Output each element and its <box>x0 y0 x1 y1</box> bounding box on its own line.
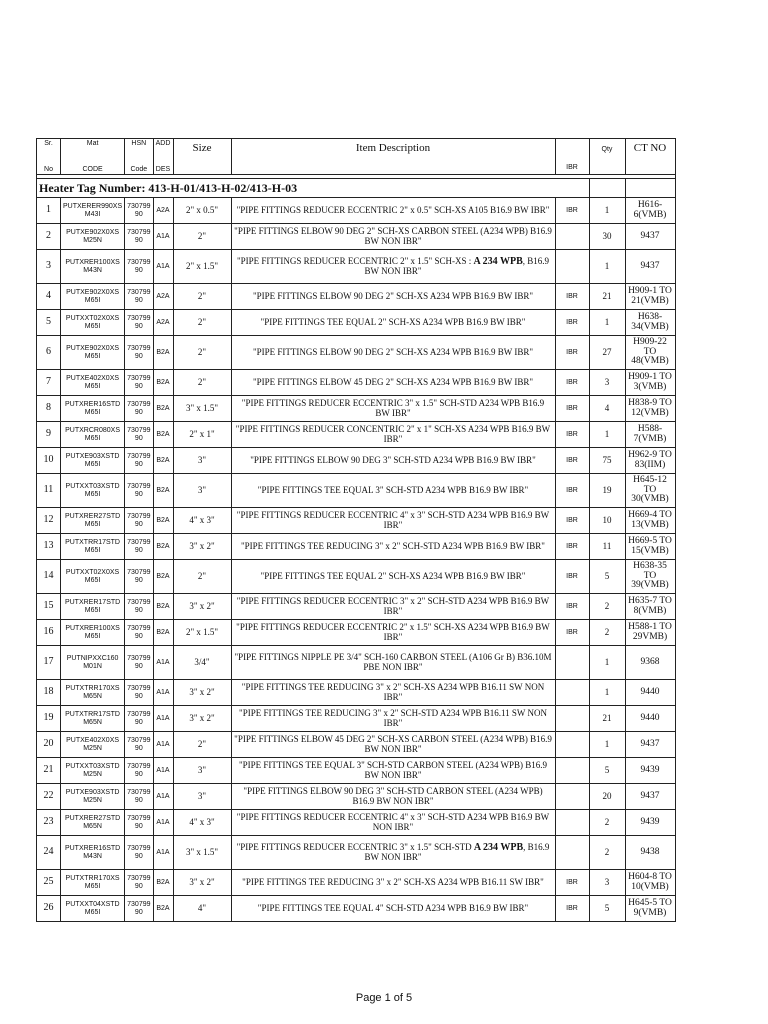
row-add-des: B2A <box>153 474 173 508</box>
row-ibr: IBR <box>555 508 589 534</box>
row-ibr: IBR <box>555 870 589 896</box>
row-sr-no: 22 <box>37 784 61 810</box>
row-add-des: B2A <box>153 448 173 474</box>
row-add-des: A2A <box>153 310 173 336</box>
row-sr-no: 16 <box>37 620 61 646</box>
row-item-description: "PIPE FITTINGS REDUCER ECCENTRIC 2" x 1.5" SCH-XS A234 WPB B16.9 BW IBR" <box>231 620 555 646</box>
row-sr-no: 3 <box>37 250 61 284</box>
row-add-des: B2A <box>153 594 173 620</box>
row-qty: 2 <box>589 810 625 836</box>
row-sr-no: 8 <box>37 396 61 422</box>
row-qty: 1 <box>589 646 625 680</box>
row-hsn-code: 730799 90 <box>125 198 153 224</box>
row-add-des: B2A <box>153 336 173 370</box>
row-size: 4" x 3" <box>173 508 231 534</box>
row-add-des: B2A <box>153 870 173 896</box>
row-sr-no: 1 <box>37 198 61 224</box>
row-qty: 1 <box>589 198 625 224</box>
row-add-des: A1A <box>153 758 173 784</box>
table-row <box>37 224 676 250</box>
row-hsn-code: 730799 90 <box>125 836 153 870</box>
row-add-des: A1A <box>153 706 173 732</box>
row-item-description: "PIPE FITTINGS REDUCER ECCENTRIC 3" x 1.5" SCH-STD A234 WPB B16.9 BW IBR" <box>231 396 555 422</box>
row-hsn-code: 730799 90 <box>125 896 153 922</box>
row-sr-no: 26 <box>37 896 61 922</box>
row-mat-code: PUTXRER27STD M65N <box>61 810 125 836</box>
header-size: Size <box>173 139 231 175</box>
row-sr-no: 13 <box>37 534 61 560</box>
row-hsn-code: 730799 90 <box>125 594 153 620</box>
row-hsn-code: 730799 90 <box>125 422 153 448</box>
row-ct-no: H909-1 TO 3(VMB) <box>625 370 675 396</box>
row-mat-code: PUTXE902X0XS M25N <box>61 224 125 250</box>
page-footer: Page 1 of 5 <box>355 992 413 1004</box>
row-sr-no: 7 <box>37 370 61 396</box>
row-size: 2" <box>173 224 231 250</box>
table-row <box>37 870 676 896</box>
row-qty: 1 <box>589 310 625 336</box>
row-ct-no: 9438 <box>625 836 675 870</box>
row-ct-no: H669-5 TO 15(VMB) <box>625 534 675 560</box>
row-ct-no: H645-5 TO 9(VMB) <box>625 896 675 922</box>
table-row <box>37 680 676 706</box>
row-item-description: "PIPE FITTINGS REDUCER ECCENTRIC 2" x 1.5" SCH-XS : A 234 WPB, B16.9 BW NON IBR" <box>231 250 555 284</box>
row-add-des: B2A <box>153 560 173 594</box>
row-item-description: "PIPE FITTINGS TEE EQUAL 3" SCH-STD A234 WPB B16.9 BW IBR" <box>231 474 555 508</box>
row-ibr <box>555 732 589 758</box>
row-ibr <box>555 758 589 784</box>
row-mat-code: PUTXRCR080XS M65I <box>61 422 125 448</box>
row-size: 2" <box>173 370 231 396</box>
row-mat-code: PUTXE903XSTD M65I <box>61 448 125 474</box>
table-row <box>37 508 676 534</box>
row-size: 2" <box>173 560 231 594</box>
row-ibr: IBR <box>555 474 589 508</box>
row-item-description: "PIPE FITTINGS REDUCER CONCENTRIC 2" x 1" SCH-XS A234 WPB B16.9 BW IBR" <box>231 422 555 448</box>
row-ibr <box>555 836 589 870</box>
row-qty: 2 <box>589 620 625 646</box>
row-add-des: A2A <box>153 284 173 310</box>
table-row <box>37 198 676 224</box>
header-qty: Qty <box>589 139 625 175</box>
row-item-description: "PIPE FITTINGS NIPPLE PE 3/4" SCH-160 CARBON STEEL (A106 Gr B) B36.10M PBE NON IBR" <box>231 646 555 680</box>
row-sr-no: 18 <box>37 680 61 706</box>
row-sr-no: 20 <box>37 732 61 758</box>
row-qty: 21 <box>589 706 625 732</box>
row-hsn-code: 730799 90 <box>125 448 153 474</box>
row-ibr <box>555 680 589 706</box>
header-mat-code: Mat CODE <box>61 139 125 175</box>
row-size: 3" <box>173 784 231 810</box>
row-size: 2" x 0.5" <box>173 198 231 224</box>
row-mat-code: PUTXXT04XSTD M65I <box>61 896 125 922</box>
row-ibr <box>555 224 589 250</box>
row-sr-no: 14 <box>37 560 61 594</box>
table-row <box>37 534 676 560</box>
row-size: 3" x 2" <box>173 706 231 732</box>
row-size: 3" x 1.5" <box>173 396 231 422</box>
row-size: 3/4" <box>173 646 231 680</box>
row-add-des: B2A <box>153 396 173 422</box>
row-item-description: "PIPE FITTINGS REDUCER ECCENTRIC 2" x 0.5" SCH-XS A105 B16.9 BW IBR" <box>231 198 555 224</box>
row-qty: 2 <box>589 836 625 870</box>
row-qty: 27 <box>589 336 625 370</box>
row-mat-code: PUTXTRR170XS M65N <box>61 680 125 706</box>
row-size: 3" <box>173 448 231 474</box>
row-add-des: A1A <box>153 250 173 284</box>
row-item-description: "PIPE FITTINGS ELBOW 90 DEG 3" SCH-STD CARBON STEEL (A234 WPB) B16.9 BW NON IBR" <box>231 784 555 810</box>
row-item-description: "PIPE FITTINGS TEE EQUAL 2" SCH-XS A234 WPB B16.9 BW IBR" <box>231 560 555 594</box>
row-ibr <box>555 646 589 680</box>
row-item-description: "PIPE FITTINGS ELBOW 45 DEG 2" SCH-XS A234 WPB B16.9 BW IBR" <box>231 370 555 396</box>
row-item-description: "PIPE FITTINGS ELBOW 45 DEG 2" SCH-XS CARBON STEEL (A234 WPB) B16.9 BW NON IBR" <box>231 732 555 758</box>
row-size: 2" <box>173 336 231 370</box>
header-add-des: ADD DES <box>153 139 173 175</box>
row-qty: 2 <box>589 594 625 620</box>
row-add-des: A1A <box>153 680 173 706</box>
row-qty: 5 <box>589 896 625 922</box>
row-size: 3" x 2" <box>173 534 231 560</box>
row-qty: 4 <box>589 396 625 422</box>
row-item-description: "PIPE FITTINGS ELBOW 90 DEG 3" SCH-STD A234 WPB B16.9 BW IBR" <box>231 448 555 474</box>
row-item-description: "PIPE FITTINGS TEE REDUCING 3" x 2" SCH-STD A234 WPB B16.9 BW IBR" <box>231 534 555 560</box>
table-row <box>37 706 676 732</box>
header-ct-no: CT NO <box>625 139 675 175</box>
row-item-description: "PIPE FITTINGS TEE REDUCING 3" x 2" SCH-STD A234 WPB B16.11 SW NON IBR" <box>231 706 555 732</box>
row-ct-no: H588-1 TO 29VMB) <box>625 620 675 646</box>
row-hsn-code: 730799 90 <box>125 224 153 250</box>
row-ct-no: H638-35 TO 39(VMB) <box>625 560 675 594</box>
row-add-des: A2A <box>153 198 173 224</box>
row-item-description: "PIPE FITTINGS REDUCER ECCENTRIC 4" x 3" SCH-STD A234 WPB B16.9 BW IBR" <box>231 508 555 534</box>
row-mat-code: PUTXE402X0XS M25N <box>61 732 125 758</box>
row-hsn-code: 730799 90 <box>125 474 153 508</box>
table-row <box>37 396 676 422</box>
row-qty: 5 <box>589 560 625 594</box>
row-hsn-code: 730799 90 <box>125 284 153 310</box>
row-mat-code: PUTXE903XSTD M25N <box>61 784 125 810</box>
row-hsn-code: 730799 90 <box>125 250 153 284</box>
row-qty: 3 <box>589 370 625 396</box>
row-ibr: IBR <box>555 198 589 224</box>
row-mat-code: PUTXE402X0XS M65I <box>61 370 125 396</box>
row-ct-no: H669-4 TO 13(VMB) <box>625 508 675 534</box>
row-mat-code: PUTXXT02X0XS M65I <box>61 560 125 594</box>
row-ibr <box>555 810 589 836</box>
row-item-description: "PIPE FITTINGS REDUCER ECCENTRIC 3" x 2" SCH-STD A234 WPB B16.9 BW IBR" <box>231 594 555 620</box>
row-ibr <box>555 706 589 732</box>
row-size: 4" x 3" <box>173 810 231 836</box>
row-ibr: IBR <box>555 534 589 560</box>
row-ct-no: 9440 <box>625 680 675 706</box>
row-hsn-code: 730799 90 <box>125 370 153 396</box>
row-mat-code: PUTXRER27STD M65I <box>61 508 125 534</box>
header-hsn-code: HSN Code <box>125 139 153 175</box>
row-ct-no: H838-9 TO 12(VMB) <box>625 396 675 422</box>
row-ct-no: 9437 <box>625 250 675 284</box>
row-ct-no: 9440 <box>625 706 675 732</box>
row-add-des: B2A <box>153 534 173 560</box>
row-sr-no: 19 <box>37 706 61 732</box>
row-mat-code: PUTXXT03XSTD M25N <box>61 758 125 784</box>
row-mat-code: PUTXE902X0XS M65I <box>61 284 125 310</box>
header-ibr: IBR <box>555 139 589 175</box>
row-sr-no: 15 <box>37 594 61 620</box>
row-sr-no: 4 <box>37 284 61 310</box>
row-add-des: B2A <box>153 508 173 534</box>
row-item-description: "PIPE FITTINGS ELBOW 90 DEG 2" SCH-XS A234 WPB B16.9 BW IBR" <box>231 284 555 310</box>
row-hsn-code: 730799 90 <box>125 396 153 422</box>
row-ct-no: H909-1 TO 21(VMB) <box>625 284 675 310</box>
row-mat-code: PUTNIPXXC160 M01N <box>61 646 125 680</box>
row-ibr <box>555 250 589 284</box>
row-size: 3" <box>173 758 231 784</box>
row-ibr: IBR <box>555 594 589 620</box>
table-header-row <box>37 139 676 175</box>
row-hsn-code: 730799 90 <box>125 508 153 534</box>
row-qty: 10 <box>589 508 625 534</box>
row-mat-code: PUTXTRR17STD M65I <box>61 534 125 560</box>
row-item-description: "PIPE FITTINGS REDUCER ECCENTRIC 3" x 1.5" SCH-STD A 234 WPB, B16.9 BW NON IBR" <box>231 836 555 870</box>
row-ct-no: H616-6(VMB) <box>625 198 675 224</box>
table-row <box>37 250 676 284</box>
row-hsn-code: 730799 90 <box>125 706 153 732</box>
row-hsn-code: 730799 90 <box>125 758 153 784</box>
item-table <box>36 138 676 922</box>
table-row <box>37 732 676 758</box>
row-hsn-code: 730799 90 <box>125 810 153 836</box>
table-row <box>37 784 676 810</box>
row-add-des: A1A <box>153 810 173 836</box>
row-sr-no: 11 <box>37 474 61 508</box>
row-ct-no: 9437 <box>625 784 675 810</box>
row-ibr: IBR <box>555 396 589 422</box>
row-qty: 1 <box>589 732 625 758</box>
row-hsn-code: 730799 90 <box>125 560 153 594</box>
row-ibr <box>555 784 589 810</box>
row-mat-code: PUTXTRR170XS M65I <box>61 870 125 896</box>
table-row <box>37 448 676 474</box>
row-qty: 21 <box>589 284 625 310</box>
row-hsn-code: 730799 90 <box>125 680 153 706</box>
row-qty: 1 <box>589 422 625 448</box>
row-item-description: "PIPE FITTINGS TEE EQUAL 4" SCH-STD A234 WPB B16.9 BW IBR" <box>231 896 555 922</box>
row-ct-no: H909-22 TO 48(VMB) <box>625 336 675 370</box>
row-size: 4" <box>173 896 231 922</box>
row-qty: 5 <box>589 758 625 784</box>
row-size: 2" <box>173 310 231 336</box>
header-sr: Sr. No <box>37 139 61 175</box>
row-sr-no: 21 <box>37 758 61 784</box>
row-mat-code: PUTXERER990XS M43I <box>61 198 125 224</box>
row-add-des: B2A <box>153 620 173 646</box>
table-row <box>37 310 676 336</box>
row-hsn-code: 730799 90 <box>125 620 153 646</box>
row-ct-no: 9439 <box>625 810 675 836</box>
row-mat-code: PUTXRER17STD M65I <box>61 594 125 620</box>
row-size: 3" x 2" <box>173 594 231 620</box>
row-item-description: "PIPE FITTINGS ELBOW 90 DEG 2" SCH-XS CARBON STEEL (A234 WPB) B16.9 BW NON IBR" <box>231 224 555 250</box>
row-hsn-code: 730799 90 <box>125 646 153 680</box>
table-row <box>37 620 676 646</box>
row-sr-no: 6 <box>37 336 61 370</box>
row-ct-no: H604-8 TO 10(VMB) <box>625 870 675 896</box>
row-size: 3" <box>173 474 231 508</box>
row-ct-no: 9437 <box>625 224 675 250</box>
row-qty: 30 <box>589 224 625 250</box>
row-ibr: IBR <box>555 620 589 646</box>
row-ibr: IBR <box>555 370 589 396</box>
row-ct-no: 9439 <box>625 758 675 784</box>
table-row <box>37 836 676 870</box>
row-size: 3" x 2" <box>173 680 231 706</box>
row-ibr: IBR <box>555 560 589 594</box>
table-row <box>37 370 676 396</box>
row-sr-no: 10 <box>37 448 61 474</box>
row-add-des: A1A <box>153 224 173 250</box>
row-mat-code: PUTXXT02X0XS M65I <box>61 310 125 336</box>
table-row <box>37 810 676 836</box>
row-ct-no: H645-12 TO 30(VMB) <box>625 474 675 508</box>
row-qty: 20 <box>589 784 625 810</box>
row-add-des: B2A <box>153 370 173 396</box>
row-ibr: IBR <box>555 336 589 370</box>
row-sr-no: 5 <box>37 310 61 336</box>
row-mat-code: PUTXRER16STD M65I <box>61 396 125 422</box>
row-item-description: "PIPE FITTINGS REDUCER ECCENTRIC 4" x 3" SCH-STD A234 WPB B16.9 BW NON IBR" <box>231 810 555 836</box>
row-size: 3" x 2" <box>173 870 231 896</box>
row-sr-no: 2 <box>37 224 61 250</box>
row-size: 2" x 1.5" <box>173 250 231 284</box>
row-qty: 1 <box>589 250 625 284</box>
table-row <box>37 336 676 370</box>
table-row <box>37 758 676 784</box>
row-size: 2" <box>173 732 231 758</box>
heater-tag-title: Heater Tag Number: 413-H-01/413-H-02/413-H-03 <box>37 179 590 198</box>
row-size: 2" x 1.5" <box>173 620 231 646</box>
row-hsn-code: 730799 90 <box>125 336 153 370</box>
row-add-des: A1A <box>153 836 173 870</box>
row-item-description: "PIPE FITTINGS TEE EQUAL 3" SCH-STD CARBON STEEL (A234 WPB) B16.9 BW NON IBR" <box>231 758 555 784</box>
heater-tag-row <box>37 179 676 198</box>
row-ibr: IBR <box>555 310 589 336</box>
row-ibr: IBR <box>555 284 589 310</box>
row-qty: 11 <box>589 534 625 560</box>
row-qty: 19 <box>589 474 625 508</box>
table-row <box>37 594 676 620</box>
row-hsn-code: 730799 90 <box>125 310 153 336</box>
table-row <box>37 896 676 922</box>
row-size: 3" x 1.5" <box>173 836 231 870</box>
row-ct-no: H962-9 TO 83(IIM) <box>625 448 675 474</box>
row-ibr: IBR <box>555 448 589 474</box>
table-row <box>37 646 676 680</box>
table-row <box>37 422 676 448</box>
row-qty: 75 <box>589 448 625 474</box>
row-add-des: B2A <box>153 422 173 448</box>
row-hsn-code: 730799 90 <box>125 870 153 896</box>
row-sr-no: 9 <box>37 422 61 448</box>
row-item-description: "PIPE FITTINGS TEE REDUCING 3" x 2" SCH-XS A234 WPB B16.11 SW IBR" <box>231 870 555 896</box>
row-add-des: A1A <box>153 646 173 680</box>
row-item-description: "PIPE FITTINGS ELBOW 90 DEG 2" SCH-XS A234 WPB B16.9 BW IBR" <box>231 336 555 370</box>
row-mat-code: PUTXE902X0XS M65I <box>61 336 125 370</box>
row-sr-no: 25 <box>37 870 61 896</box>
header-item-description: Item Description <box>231 139 555 175</box>
row-sr-no: 12 <box>37 508 61 534</box>
row-add-des: B2A <box>153 896 173 922</box>
row-ibr: IBR <box>555 422 589 448</box>
row-mat-code: PUTXTRR17STD M65N <box>61 706 125 732</box>
table-row <box>37 474 676 508</box>
row-ct-no: H588-7(VMB) <box>625 422 675 448</box>
row-mat-code: PUTXRER100XS M65I <box>61 620 125 646</box>
row-sr-no: 17 <box>37 646 61 680</box>
row-hsn-code: 730799 90 <box>125 732 153 758</box>
row-ct-no: H638-34(VMB) <box>625 310 675 336</box>
row-hsn-code: 730799 90 <box>125 534 153 560</box>
row-qty: 1 <box>589 680 625 706</box>
row-size: 2" x 1" <box>173 422 231 448</box>
row-ct-no: 9437 <box>625 732 675 758</box>
row-qty: 3 <box>589 870 625 896</box>
row-sr-no: 23 <box>37 810 61 836</box>
row-hsn-code: 730799 90 <box>125 784 153 810</box>
row-sr-no: 24 <box>37 836 61 870</box>
row-size: 2" <box>173 284 231 310</box>
row-ibr: IBR <box>555 896 589 922</box>
table-row <box>37 560 676 594</box>
table-row <box>37 284 676 310</box>
row-ct-no: H635-7 TO 8(VMB) <box>625 594 675 620</box>
row-item-description: "PIPE FITTINGS TEE REDUCING 3" x 2" SCH-XS A234 WPB B16.11 SW NON IBR" <box>231 680 555 706</box>
row-ct-no: 9368 <box>625 646 675 680</box>
row-mat-code: PUTXRER16STD M43N <box>61 836 125 870</box>
row-item-description: "PIPE FITTINGS TEE EQUAL 2" SCH-XS A234 WPB B16.9 BW IBR" <box>231 310 555 336</box>
row-mat-code: PUTXRER100XS M43N <box>61 250 125 284</box>
row-add-des: A1A <box>153 784 173 810</box>
row-mat-code: PUTXXT03XSTD M65I <box>61 474 125 508</box>
row-add-des: A1A <box>153 732 173 758</box>
